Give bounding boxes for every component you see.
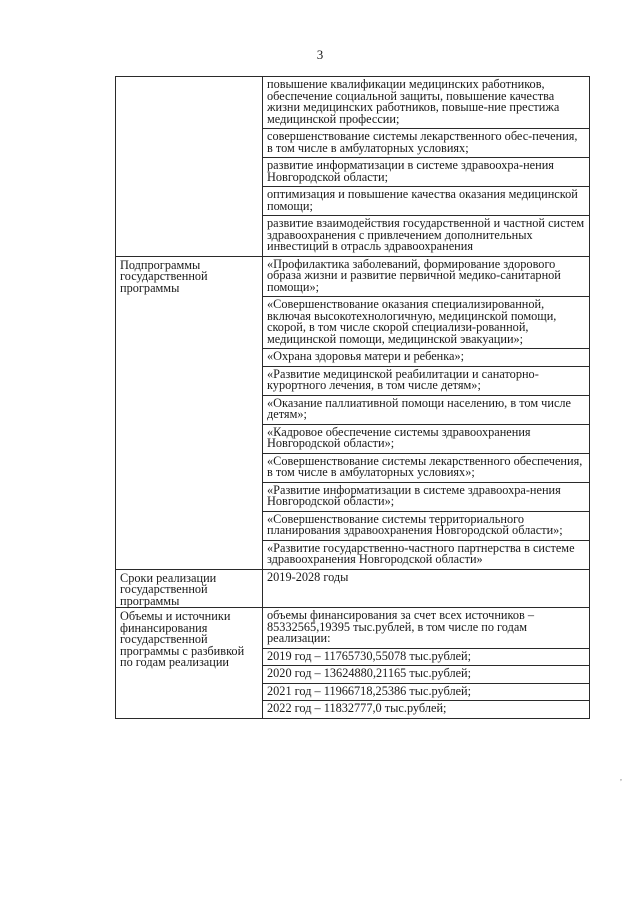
- list-item: совершенствование системы лекарственного обес-печения, в том числе в амбулаторных условиях;: [263, 128, 589, 157]
- row-label: Объемы и источники финансирования государственной программы с разбивкой по годам реализации: [120, 609, 245, 669]
- table-row: [116, 256, 590, 569]
- list-item: «Оказание паллиативной помощи населению, в том числе детям»;: [263, 395, 589, 424]
- row-label-cell: [116, 256, 263, 569]
- page-number: 3: [316, 47, 324, 62]
- table-row: [116, 608, 590, 719]
- table-row: [116, 569, 590, 608]
- list-item: 2022 год – 11832777,0 тыс.рублей;: [263, 700, 589, 718]
- row-content-cell: [263, 569, 590, 608]
- list-item: «Кадровое обеспечение системы здравоохранения Новгородской области»;: [263, 424, 589, 453]
- list-item: «Развитие медицинской реабилитации и санаторно-курортного лечения, в том числе детям»;: [263, 366, 589, 395]
- list-item: «Профилактика заболеваний, формирование здорового образа жизни и развитие первичной медико-санитарной помощи»;: [267, 256, 561, 294]
- list-item: 2019-2028 годы: [267, 569, 349, 584]
- list-item: оптимизация и повышение качества оказания медицинской помощи;: [263, 186, 589, 215]
- row-label: [116, 77, 262, 80]
- row-label: Подпрограммы государственной программы: [120, 257, 208, 295]
- list-item: «Развитие информатизации в системе здравоохра-нения Новгородской области»;: [263, 482, 589, 511]
- row-label: Сроки реализации государственной программы: [120, 570, 217, 608]
- row-label-cell: [116, 77, 263, 257]
- list-item: 2020 год – 13624880,21165 тыс.рублей;: [263, 665, 589, 683]
- program-passport-table: [115, 76, 590, 719]
- list-item: развитие взаимодействия государственной и частной систем здравоохранения с привлечением дополнительных инвестиций в отрасль здравоохранения: [263, 215, 589, 256]
- list-item: развитие информатизации в системе здравоохра-нения Новгородской области;: [263, 157, 589, 186]
- table-row: [116, 77, 590, 257]
- row-label-cell: [116, 608, 263, 719]
- row-content-cell: [263, 256, 590, 569]
- list-item: повышение квалификации медицинских работников, обеспечение социальной защиты, повышение качества жизни медицинских работников, повыше-ние престижа медицинской профессии;: [267, 77, 560, 126]
- list-item: 2021 год – 11966718,25386 тыс.рублей;: [263, 683, 589, 701]
- list-item: «Охрана здоровья матери и ребенка»;: [263, 348, 589, 366]
- list-item: 2019 год – 11765730,55078 тыс.рублей;: [263, 648, 589, 666]
- list-item: «Совершенствование системы лекарственного обеспечения, в том числе в амбулаторных условиях»;: [263, 453, 589, 482]
- scan-mark: ,: [620, 773, 622, 782]
- list-item: «Совершенствование системы территориального планирования здравоохранения Новгородской области»;: [263, 511, 589, 540]
- list-item: «Развитие государственно-частного партнерства в системе здравоохранения Новгородской области»: [263, 540, 589, 569]
- list-item: «Совершенствование оказания специализированной, включая высокотехнологичную, медицинской помощи, скорой, в том числе скорой специализи-рованной, медицинской помощи, медицинской эвакуации»;: [263, 296, 589, 348]
- list-item: объемы финансирования за счет всех источников – 85332565,19395 тыс.рублей, в том числе по годам реализации:: [267, 608, 535, 645]
- row-content-cell: [263, 77, 590, 257]
- row-label-cell: [116, 569, 263, 608]
- row-content-cell: [263, 608, 590, 719]
